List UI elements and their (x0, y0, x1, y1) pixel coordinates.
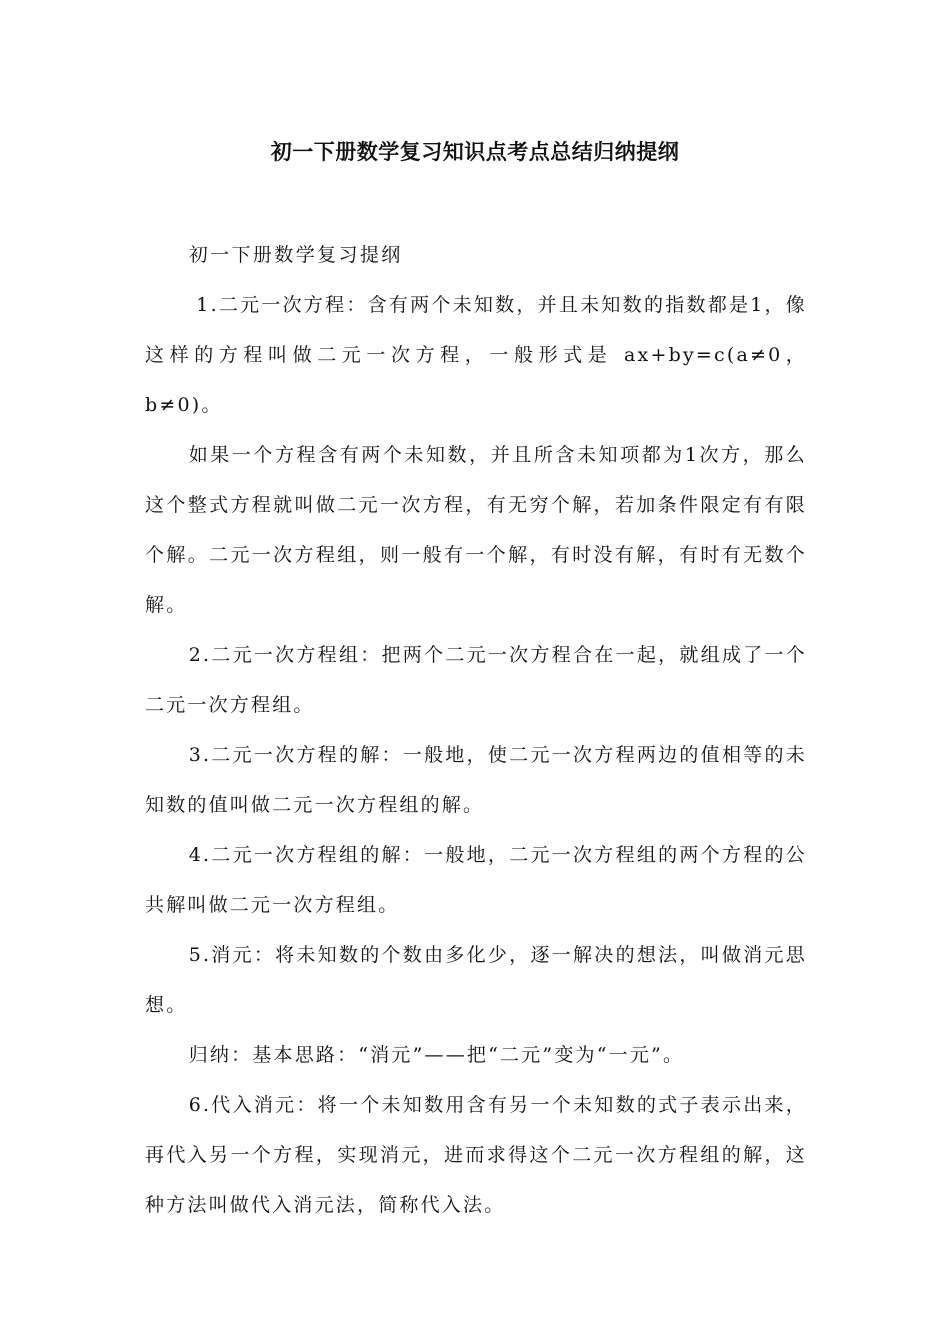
paragraph-4: 3.二元一次方程的解：一般地，使二元一次方程两边的值相等的未知数的值叫做二元一次方程组的解。 (145, 744, 807, 816)
document-title: 初一下册数学复习知识点考点总结归纳提纲 (270, 140, 680, 164)
paragraph-5: 4.二元一次方程组的解：一般地，二元一次方程组的两个方程的公共解叫做二元一次方程组。 (145, 844, 807, 916)
paragraph-3: 2.二元一次方程组：把两个二元一次方程合在一起，就组成了一个二元一次方程组。 (145, 644, 807, 716)
paragraph-7: 归纳：基本思路：“消元”——把“二元”变为“一元”。 (188, 1044, 685, 1066)
section-subtitle: 初一下册数学复习提纲 (188, 244, 403, 266)
paragraph-6: 5.消元：将未知数的个数由多化少，逐一解决的想法，叫做消元思想。 (145, 944, 807, 1016)
document-body (145, 230, 807, 1230)
paragraph-1: 1.二元一次方程：含有两个未知数，并且未知数的指数都是1，像这样的方程叫做二元一次方程，一般形式是 ax+by=c(a≠0，b≠0)。 (145, 294, 807, 416)
paragraph-8: 6.代入消元：将一个未知数用含有另一个未知数的式子表示出来，再代入另一个方程，实现消元，进而求得这个二元一次方程组的解，这种方法叫做代入消元法，简称代入法。 (145, 1094, 807, 1216)
paragraph-2: 如果一个方程含有两个未知数，并且所含未知项都为1次方，那么这个整式方程就叫做二元一次方程，有无穷个解，若加条件限定有有限个解。二元一次方程组，则一般有一个解，有时没有解，有时有无数个解。 (145, 444, 807, 616)
